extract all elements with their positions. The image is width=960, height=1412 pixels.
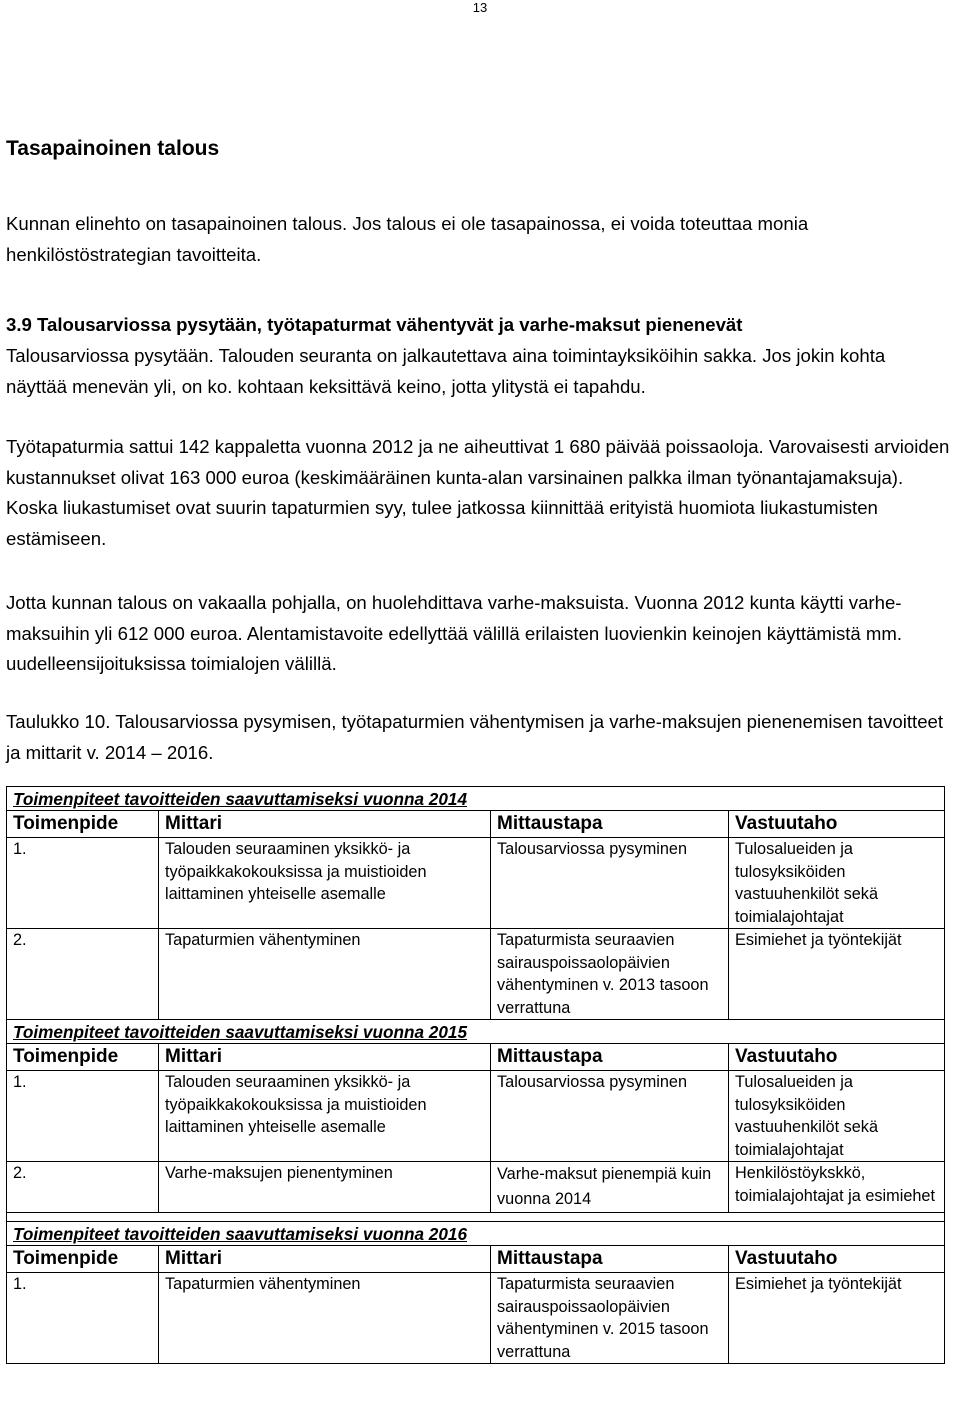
header-mittari: Mittari	[159, 1044, 491, 1071]
header-row	[7, 811, 945, 838]
header-row	[7, 1044, 945, 1071]
paragraph-varhe: Jotta kunnan talous on vakaalla pohjalla, on huolehdittava varhe-maksuista. Vuonna 2012 kunta käytti varhe-maksuihin yli 612 000 euroa. Alentamistavoite edellyttää välillä erilaisten luovienkin keinojen käyttämistä mm. uudelleensijoituksissa toimialojen välillä.	[6, 592, 903, 674]
section-title-2014: Toimenpiteet tavoitteiden saavuttamiseksi vuonna 2014	[7, 787, 945, 811]
paragraph-accidents: Työtapaturmia sattui 142 kappaletta vuonna 2012 ja ne aiheuttivat 1 680 päivää poissaoloja. Varovaisesti arvioiden kustannukset olivat 163 000 euroa (keskimääräinen kunta-alan varsinainen palkka ilman työnantajamaksuja). Koska liukastumiset ovat suurin tapaturmien syy, tulee jatkossa kiinnittää erityistä huomiota liukastumisten estämiseen.	[6, 436, 950, 549]
header-mittaustapa: Mittaustapa	[491, 1246, 729, 1273]
table-cell: Tapaturmien vähentyminen	[159, 929, 491, 1020]
paragraph-budget: Talousarviossa pysytään. Talouden seuranta on jalkautettava aina toimintayksiköihin sakka. Jos jokin kohta näyttää menevän yli, on ko. kohtaan keksittävä keino, jotta ylitystä ei tapahdu.	[6, 345, 886, 397]
table-cell: Varhe-maksut pienempiä kuin vuonna 2014	[491, 1162, 729, 1213]
section-title: 3.9 Talousarviossa pysytään, työtapaturmat vähentyvät ja varhe-maksut pienenevät	[6, 314, 743, 335]
table-cell: Talouden seuraaminen yksikkö- ja työpaikkakokouksissa ja muistioiden laittaminen yhteiselle asemalle	[159, 838, 491, 929]
spacer-row	[7, 1213, 945, 1222]
page-heading: Tasapainoinen talous	[6, 137, 220, 160]
table-cell: Talouden seuraaminen yksikkö- ja työpaikkakokouksissa ja muistioiden laittaminen yhteiselle asemalle	[159, 1071, 491, 1162]
table-cell: Tulosalueiden ja tulosyksiköiden vastuuhenkilöt sekä toimialajohtajat	[729, 1071, 945, 1162]
header-mittari: Mittari	[159, 1246, 491, 1273]
table-cell: Talousarviossa pysyminen	[491, 838, 729, 929]
table-cell: 1.	[7, 1273, 159, 1364]
header-vastuutaho: Vastuutaho	[729, 1044, 945, 1071]
section-title-row	[7, 787, 945, 811]
table-cell: Esimiehet ja työntekijät	[729, 929, 945, 1020]
header-row	[7, 1246, 945, 1273]
header-toimenpide: Toimenpide	[7, 811, 159, 838]
table-row	[7, 1162, 945, 1213]
table-row	[7, 929, 945, 1020]
table-cell: Henkilöstöykskkö, toimialajohtajat ja esimiehet	[729, 1162, 945, 1213]
header-mittari: Mittari	[159, 811, 491, 838]
table-cell: Tapaturmien vähentyminen	[159, 1273, 491, 1364]
table-cell: 1.	[7, 1071, 159, 1162]
header-toimenpide: Toimenpide	[7, 1044, 159, 1071]
section-title-2016: Toimenpiteet tavoitteiden saavuttamiseksi vuonna 2016	[7, 1222, 945, 1246]
table-caption: Taulukko 10. Talousarviossa pysymisen, työtapaturmien vähentymisen ja varhe-maksujen pienenemisen tavoitteet ja mittarit v. 2014 – 2016.	[6, 711, 944, 763]
header-vastuutaho: Vastuutaho	[729, 811, 945, 838]
table-cell: Varhe-maksujen pienentyminen	[159, 1162, 491, 1213]
table-cell: 2.	[7, 929, 159, 1020]
goals-table	[6, 786, 945, 1364]
header-mittaustapa: Mittaustapa	[491, 1044, 729, 1071]
table-cell: Esimiehet ja työntekijät	[729, 1273, 945, 1364]
header-toimenpide: Toimenpide	[7, 1246, 159, 1273]
section-title-2015: Toimenpiteet tavoitteiden saavuttamiseksi vuonna 2015	[7, 1020, 945, 1044]
table-cell: Talousarviossa pysyminen	[491, 1071, 729, 1162]
spacer-cell	[7, 1213, 945, 1222]
table-cell: Tulosalueiden ja tulosyksiköiden vastuuhenkilöt sekä toimialajohtajat	[729, 838, 945, 929]
page-number: 13	[472, 0, 488, 15]
table-row	[7, 1071, 945, 1162]
section-title-row	[7, 1020, 945, 1044]
header-vastuutaho: Vastuutaho	[729, 1246, 945, 1273]
table-cell: Tapaturmista seuraavien sairauspoissaolopäivien vähentyminen v. 2015 tasoon verrattuna	[491, 1273, 729, 1364]
table-cell: 2.	[7, 1162, 159, 1213]
table-row	[7, 1273, 945, 1364]
header-mittaustapa: Mittaustapa	[491, 811, 729, 838]
table-cell: Tapaturmista seuraavien sairauspoissaolopäivien vähentyminen v. 2013 tasoon verrattuna	[491, 929, 729, 1020]
intro-paragraph: Kunnan elinehto on tasapainoinen talous. Jos talous ei ole tasapainossa, ei voida toteuttaa monia henkilöstöstrategian tavoitteita.	[6, 213, 809, 265]
section-title-row	[7, 1222, 945, 1246]
table-cell: 1.	[7, 838, 159, 929]
table-row	[7, 838, 945, 929]
